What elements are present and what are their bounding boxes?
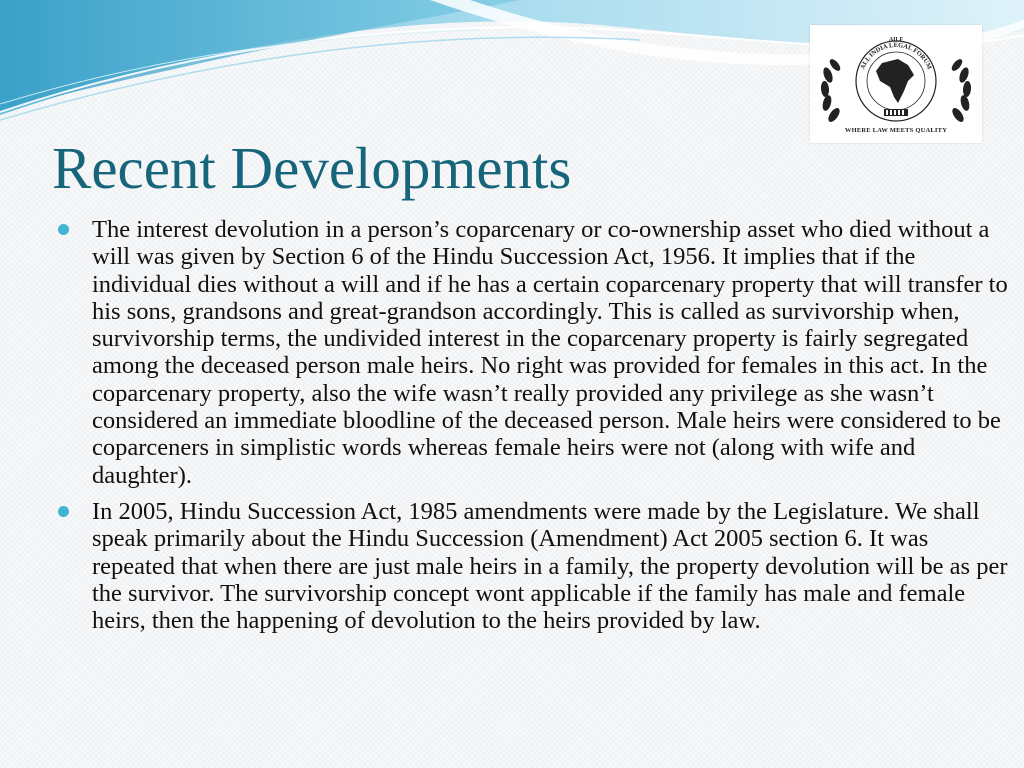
bullet-list [58, 216, 1008, 634]
bullet-text: The interest devolution in a person’s coparcenary or co-ownership asset who died without a will was given by Section 6 of the Hindu Succession Act, 1956. It implies that if the individual dies without a will and if he has a certain coparcenary property that will transfer to his sons, grandsons and great-grandson accordingly. This is called as survivorship when, survivorship terms, the undivided interest in the coparcenary property is fairly segregated among the deceased person male heirs. No right was provided for females in this act. In the coparcenary property, also the wife wasn’t really provided any privilege as she wasn’t considered an immediate bloodline of the deceased person. Male heirs were considered to be coparceners in simplistic words whereas female heirs were not (along with wife and daughter). [92, 216, 1008, 489]
bullet-dot-icon [58, 506, 69, 517]
logo-tagline: WHERE LAW MEETS QUALITY [844, 127, 948, 134]
slide-title: Recent Developments [52, 135, 572, 201]
logo-abbrev: AILF [888, 37, 904, 43]
laurel-wreath-icon [810, 25, 982, 143]
logo-org-name: ALL INDIA LEGAL FORUM [859, 41, 933, 71]
ailf-logo [810, 25, 982, 143]
bullet-item [58, 498, 1008, 634]
bullet-dot-icon [58, 224, 69, 235]
bullet-item [58, 216, 1008, 489]
bullet-text: In 2005, Hindu Succession Act, 1985 amendments were made by the Legislature. We shall speak primarily about the Hindu Succession (Amendment) Act 2005 section 6. It was repeated that when there are just male heirs in a family, the property devolution will be as per the survivor. The survivorship concept wont applicable if the family has male and female heirs, then the happening of devolution to the heirs provided by law. [92, 497, 1008, 635]
